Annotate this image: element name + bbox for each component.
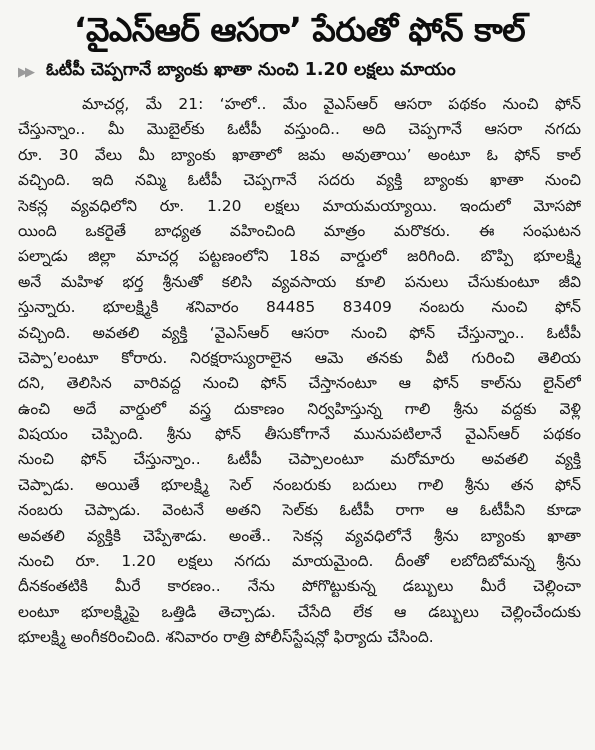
article-body [18,92,581,651]
body-line: దీనకంతటికి మీరే కారణం.. నేను పోగొట్టుకున్న డబ్బులు మీరే చెల్లించా [18,577,581,596]
body-line: నుంచి ఫోన్ చేస్తున్నాం.. ఓటీపీ చెప్పాలంటూ మరోమారు అవతలి వ్యక్తి [18,450,581,469]
body-line: యింది ఒకరైతే బాధ్యత వహించింది మాత్రం మరొకరు. ఈ సంఘటన [18,221,581,240]
headline: ‘వైఎస్‌ఆర్ ఆసరా’ పేరుతో ఫోన్ కాల్ [73,10,526,49]
body-line: పల్నాడు జిల్లా మాచర్ల పట్టణంలోని 18వ వార్డులో జరిగింది. బొప్పి భూలక్ష్మి [18,247,581,266]
body-line: రూ. 30 వేలు మీ బ్యాంకు ఖాతాలో జమ అవుతాయి’ అంటూ ఓ ఫోన్ కాల్ [18,145,581,164]
body-line: చెప్పాడు. అయితే భూలక్ష్మి సెల్ నంబరుకు బదులు గాలి శ్రీను తన ఫోన్ [18,475,581,494]
body-line: చెప్పా’లంటూ కోరారు. నిరక్షరాస్యురాలైన ఆమె తనకు వీటి గురించి తెలియ [18,348,581,367]
body-line: అవతలి వ్యక్తికి చెప్పేశాడు. అంతే.. సెకన్ల వ్యవధిలోనే శ్రీను బ్యాంకు ఖాతా [18,526,581,545]
body-line: దని, తెలిసిన వారివద్ద నుంచి ఫోన్ చేస్తానంటూ ఆ ఫోన్ కాల్‌ను లైన్‌లో [18,374,581,393]
subheadline-row [18,58,581,86]
body-line: అనే మహిళ భర్త శ్రీనుతో కలిసి వ్యవసాయ కూలి పనులు చేసుకుంటూ జీవి [18,272,581,291]
body-line: వచ్చింది. ఇది నమ్మి ఓటీపీ చెప్పగానే సదరు వ్యక్తి బ్యాంకు ఖాతా నుంచి [18,171,581,190]
body-line: చేస్తున్నాం.. మీ మొబైల్‌కు ఓటీపీ వస్తుంది.. అది చెప్పగానే ఆసరా నగదు [18,120,581,139]
body-line: లంటూ భూలక్ష్మిపై ఒత్తిడి తెచ్చాడు. చేసేది లేక ఆ డబ్బులు చెల్లించేందుకు [18,602,581,621]
body-line: మాచర్ల, మే 21: ‘హలో.. మేం వైఎస్‌ఆర్ ఆసరా పథకం నుంచి ఫోన్ [82,95,581,113]
body-line: వచ్చింది. అవతలి వ్యక్తి ‘వైఎస్‌ఆర్ ఆసరా నుంచి ఫోన్ చేస్తున్నాం.. ఓటీపీ [18,323,581,342]
double-chevron-icon: ▶▶ [18,64,32,80]
body-line: ఉంచి అదే వార్డులో వస్త్ర దుకాణం నిర్వహిస్తున్న గాలి శ్రీను వద్దకు వెళ్లి [18,399,581,418]
subheadline: ఓటీపీ చెప్పగానే బ్యాంకు ఖాతా నుంచి 1.20 లక్షలు మాయం [46,60,456,80]
body-line: నంబరు చెప్పాడు. వెంటనే అతని సెల్‌కు ఓటీపీ రాగా ఆ ఓటీపీని కూడా [18,501,581,520]
body-line: స్తున్నారు. భూలక్ష్మికి శనివారం 84485 83409 నంబరు నుంచి ఫోన్ [18,298,581,317]
body-line: విషయం చెప్పింది. శ్రీను ఫోన్ తీసుకోగానే మునుపటిలానే వైఎస్‌ఆర్ పథకం [18,425,581,444]
body-line: నుంచి రూ. 1.20 లక్షలు నగదు మాయమైంది. దీంతో లబోదిబోమన్న శ్రీను [18,552,581,571]
body-line: సెకన్ల వ్యవధిలోని రూ. 1.20 లక్షలు మాయమయ్యాయి. ఇందులో మోసపో [18,196,581,215]
body-line: భూలక్ష్మి అంగీకరించింది. శనివారం రాత్రి పోలీస్‌స్టేషన్లో ఫిర్యాదు చేసింది. [18,628,434,647]
